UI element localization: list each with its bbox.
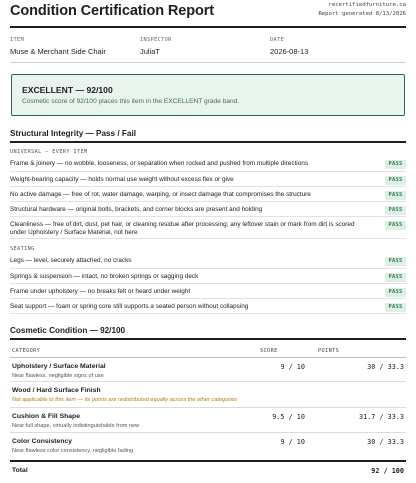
site-url: recertifiedfurniture.ca <box>328 2 406 8</box>
report-meta <box>10 37 406 61</box>
category-name: Color Consistency <box>12 438 73 445</box>
group-label-seating: SEATING <box>10 246 35 252</box>
total-divider <box>10 460 406 462</box>
category-note-not-applicable: Not applicable to this item — its points are redistributed equally across the other categories <box>12 397 238 403</box>
criterion-row <box>10 269 406 284</box>
meta-date-value: 2026-08-13 <box>270 47 309 56</box>
category-note: Near flawless, negligible signs of use <box>12 373 104 379</box>
meta-inspector-label: INSPECTOR <box>140 37 172 43</box>
meta-item-label: ITEM <box>10 37 25 43</box>
pass-badge: PASS <box>385 273 406 282</box>
criterion-row <box>10 284 406 299</box>
cosmetic-section-rule <box>10 338 406 340</box>
pass-badge: PASS <box>385 206 406 215</box>
cosmetic-section-title: Cosmetic Condition — 92/100 <box>10 326 126 335</box>
pass-badge: PASS <box>385 257 406 266</box>
category-note: Near flawless color consistency, negligible fading <box>12 448 134 454</box>
pass-badge: PASS <box>385 160 406 169</box>
report-title: Condition Certification Report <box>10 3 215 19</box>
header-divider <box>10 26 406 28</box>
meta-date-label: DATE <box>270 37 285 43</box>
meta-inspector-value: JuliaT <box>140 47 161 56</box>
group-label-universal: UNIVERSAL — EVERY ITEM <box>10 149 88 155</box>
criterion-row <box>10 217 406 239</box>
criterion-text: Springs & suspension — intact, no broken springs or sagging deck <box>10 273 199 280</box>
criterion-text: No active damage — free of rot, water damage, warping, or insect damage that compromises the structure <box>10 191 311 198</box>
pass-badge: PASS <box>385 176 406 185</box>
col-score: SCORE <box>260 348 278 354</box>
pass-badge: PASS <box>385 221 406 230</box>
generated-date: Report generated 8/13/2026 <box>318 11 406 17</box>
meta-inspector <box>140 37 172 56</box>
meta-item-value: Muse & Merchant Side Chair <box>10 47 106 56</box>
category-points: 31.7 / 33.3 <box>358 413 404 421</box>
pass-badge: PASS <box>385 288 406 297</box>
category-points: 30 / 33.3 <box>367 363 404 371</box>
meta-item <box>10 37 106 56</box>
criterion-text: Frame under upholstery — no breaks felt or heard under weight <box>10 288 191 295</box>
criterion-text: Frame & joinery — no wobble, looseness, or separation when rocked and pushed from multiple directions <box>10 160 309 167</box>
cosmetic-row <box>10 433 406 459</box>
criterion-text: Structural hardware — original bolts, brackets, and corner blocks are present and holding <box>10 206 263 213</box>
criterion-row <box>10 172 406 187</box>
cosmetic-row <box>10 382 406 408</box>
structural-section-rule <box>10 141 406 143</box>
col-category: CATEGORY <box>12 348 41 354</box>
grade-banner <box>11 74 405 116</box>
cosmetic-table-header <box>12 348 404 356</box>
report-header <box>10 0 406 24</box>
criterion-row <box>10 299 406 314</box>
category-points: 30 / 33.3 <box>367 438 404 446</box>
criterion-text: Legs — level, securely attached, no cracks <box>10 257 132 264</box>
cosmetic-row <box>10 408 406 433</box>
category-name: Wood / Hard Surface Finish <box>12 387 101 394</box>
category-score: 9 / 10 <box>280 438 305 446</box>
category-score: 9.5 / 10 <box>272 413 305 421</box>
total-value: 92 / 100 <box>371 467 404 475</box>
cosmetic-row <box>10 358 406 382</box>
criterion-row <box>10 156 406 172</box>
criterion-row <box>10 253 406 269</box>
criterion-row <box>10 187 406 202</box>
criterion-text: Cleanliness — free of dirt, dust, pet hair, or cleaning residue after processing; any leftover stain or mark from dirt is scored under Upholstery / Surface Material, not here <box>10 221 355 237</box>
grade-title: EXCELLENT — 92/100 <box>22 85 113 95</box>
meta-date <box>270 37 308 56</box>
grade-description: Cosmetic score of 92/100 places this item in the EXCELLENT grade band. <box>22 98 240 105</box>
category-score: 9 / 10 <box>280 363 305 371</box>
total-label: Total <box>12 467 28 474</box>
criterion-row <box>10 202 406 217</box>
criterion-text: Weight-bearing capacity — holds normal use weight without excess flex or give <box>10 176 234 183</box>
criterion-text: Seat support — foam or spring core still supports a seated person without collapsing <box>10 303 249 310</box>
col-points: POINTS <box>318 348 340 354</box>
meta-divider <box>10 62 406 63</box>
category-note: Near full shape, virtually indistinguishable from new <box>12 423 140 429</box>
structural-section-title: Structural Integrity — Pass / Fail <box>10 129 137 138</box>
category-name: Cushion & Fill Shape <box>12 413 80 420</box>
pass-badge: PASS <box>385 303 406 312</box>
pass-badge: PASS <box>385 191 406 200</box>
category-name: Upholstery / Surface Material <box>12 363 106 370</box>
